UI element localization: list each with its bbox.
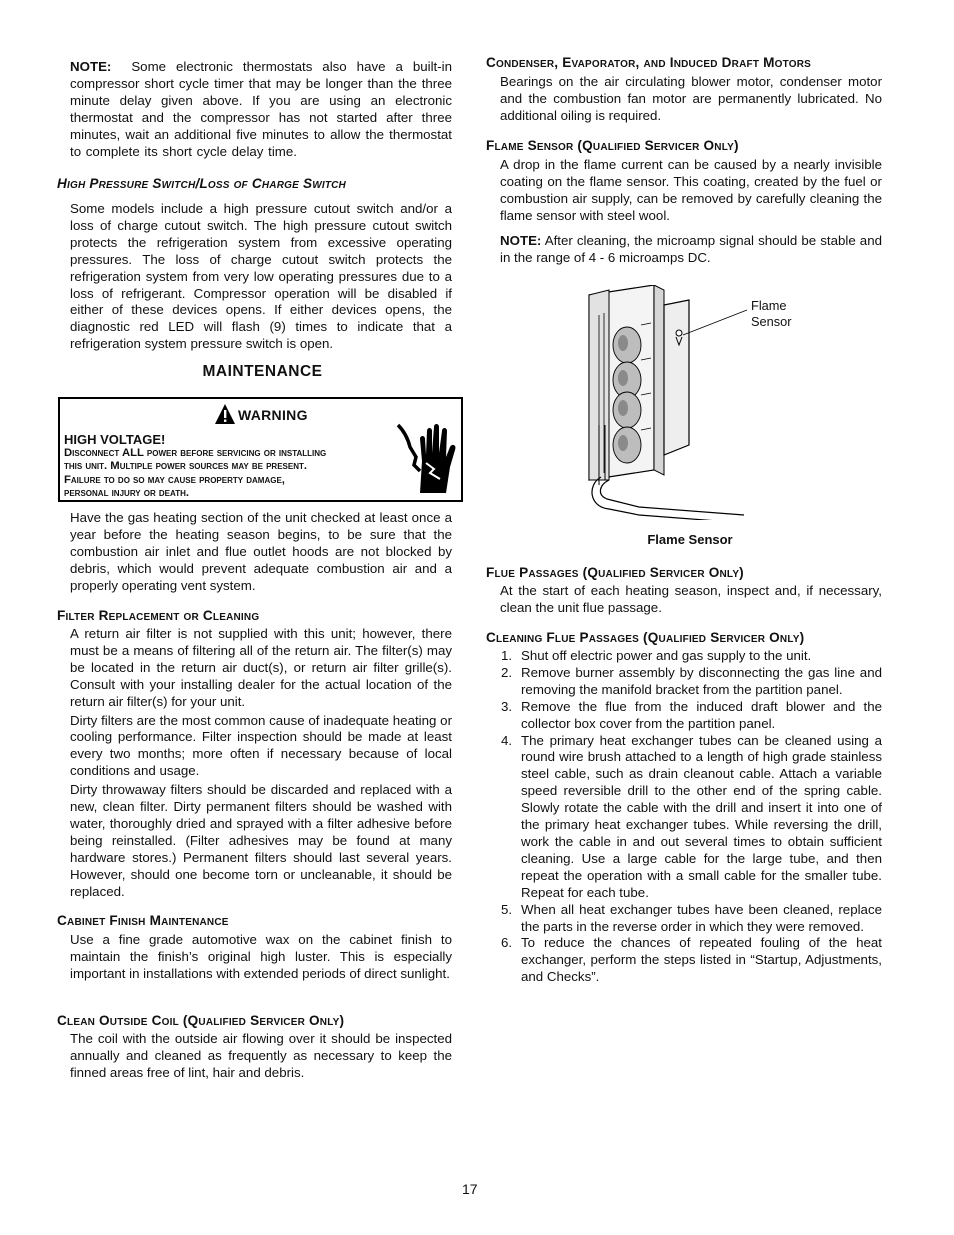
warning-box [58, 397, 463, 502]
warning-line: personal injury or death. [64, 487, 190, 500]
heading-coil: Clean Outside Coil (Qualified Servicer Only) [57, 1013, 345, 1028]
maintenance-text: Have the gas heating section of the unit checked at least once a year before the heating season begins, to be sure that the combustion air inlet and flue outlet hoods are not blocked by debris, which would prevent adequate combustion air and a properly operating vent system. [70, 510, 452, 593]
maintenance-title: MAINTENANCE [202, 363, 323, 380]
heading-cabinet: Cabinet Finish Maintenance [57, 913, 229, 928]
heading-flue: Flue Passages (Qualified Servicer Only) [486, 565, 744, 580]
note-paragraph [70, 59, 452, 160]
warning-line: Disconnect ALL power before servicing or installing [64, 447, 327, 459]
heading-cleaning: Cleaning Flue Passages (Qualified Servicer Only) [486, 630, 805, 645]
list-item: 1. Shut off electric power and gas supply to the unit. [501, 648, 812, 663]
warning-triangle-icon [214, 403, 236, 425]
cabinet-text: Use a fine grade automotive wax on the cabinet finish to maintain the finish’s original high luster. This is especially important in installations with extended periods of direct sunlight. [70, 932, 452, 981]
list-item: 3. Remove the flue from the induced draft blower and the collector box cover from the partition panel. [501, 698, 882, 731]
warning-line: this unit. Multiple power sources may be present. [64, 460, 308, 473]
high-pressure-text: Some models include a high pressure cutout switch and/or a loss of charge cutout switch. The high pressure cutout switch protects the refrigeration system from excessive operating pressures. The loss of charge cutout switch protects the refrigeration system from very low operating pressures due to a loss of refrigerant. Compressor operation will be disabled if either of these devices opens. If either devices opens, the diagnostic red LED will flash (9) times to indicate that a refrigeration system pressure switch is open. [70, 201, 452, 352]
list-item: 6. To reduce the chances of repeated fouling of the heat exchanger, perform the steps listed in “Startup, Adjustments, and Checks”. [501, 935, 882, 985]
figure-label: Flame Sensor [751, 298, 792, 329]
list-item: 2. Remove burner assembly by disconnecting the gas line and removing the manifold bracket from the partition panel. [501, 664, 882, 697]
flame-note-text: After cleaning, the microamp signal should be stable and in the range of 4 - 6 microamps DC. [500, 232, 882, 265]
note-label: NOTE: [70, 59, 112, 74]
heading-high-pressure: High Pressure Switch/Loss of Charge Switch [57, 176, 346, 191]
warning-line: Failure to do so may cause property damage, [64, 473, 285, 486]
electric-shock-hand-icon [394, 417, 460, 495]
list-item: 4. The primary heat exchanger tubes can be cleaned using a round wire brush attached to a length of high grade stainless steel cable, such as drain cleanout cable. Attach a variable speed reversible drill to the other end of the spring cable. Slowly rotate the cable with the drill and insert it into one of the primary heat exchanger tubes. While reversing the drill, work the cable in and out several times to obtain sufficient cleaning. Use a large cable for the large tube, and then repeat the operation with a small cable for the smaller tube. Repeat for each tube. [501, 732, 882, 900]
warning-subtitle: HIGH VOLTAGE! [64, 432, 166, 447]
flame-sensor-illustration [579, 285, 749, 520]
heading-flame-sensor: Flame Sensor (Qualified Servicer Only) [486, 138, 739, 153]
heading-motors: Condenser, Evaporator, and Induced Draft Motors [486, 55, 812, 70]
figure-caption: Flame Sensor [647, 532, 733, 547]
flame-sensor-text: A drop in the flame current can be caused by a nearly invisible coating on the flame sensor. This coating, created by the fuel or combustion air supply, can be removed by carefully cleaning the flame sensor with steel wool. NOTE: After cleaning, the microamp signal should be stable and in the range of 4 - 6 microamps DC. [500, 157, 882, 265]
heading-filter: Filter Replacement or Cleaning [57, 608, 260, 623]
flue-text: At the start of each heating season, inspect and, if necessary, clean the unit flue passage. [500, 583, 882, 615]
flame-note-label: NOTE: [500, 232, 542, 248]
cleaning-steps [484, 648, 882, 986]
list-item: 5. When all heat exchanger tubes have been cleaned, replace the parts in the reverse order in which they were removed. [501, 901, 882, 934]
coil-text: The coil with the outside air flowing over it should be inspected annually and cleaned as frequently as necessary to keep the finned areas free of lint, hair and debris. [70, 1031, 452, 1080]
page-number: 17 [462, 1181, 478, 1197]
filter-text: A return air filter is not supplied with this unit; however, there must be a means of filtering all of the return air. The filter(s) may be located in the return air duct(s), or return air filter grille(s). Consult with your installing dealer for the actual location of the return air filter(s) for your unit. Dirty filters are the most common cause of inadequate heating or cooling performance. Filter inspection should be made at least every two months; more often if necessary because of local conditions and usage. Dirty throwaway filters should be discarded and replaced with a new, clean filter. Dirty permanent filters should be washed with water, thoroughly dried and sprayed with a filter adhesive before being reinstalled. (Filter adhesives may be found at many hardware stores.) Permanent filters should last several years. However, should one become torn or uncleanable, it should be replaced. [70, 626, 452, 899]
warning-title: WARNING [238, 407, 308, 423]
motors-text: Bearings on the air circulating blower motor, condenser motor and the combustion fan motor are permanently lubricated. No additional oiling is required. [500, 74, 882, 123]
note-text: Some electronic thermostats also have a built-in compressor short cycle timer that may be longer than the three minute delay given above. If you are using an electronic thermostat and the compressor has not started after three minutes, wait an additional five minutes to allow the thermostat to complete its short cycle delay time. [70, 59, 452, 159]
warning-body [64, 447, 399, 501]
